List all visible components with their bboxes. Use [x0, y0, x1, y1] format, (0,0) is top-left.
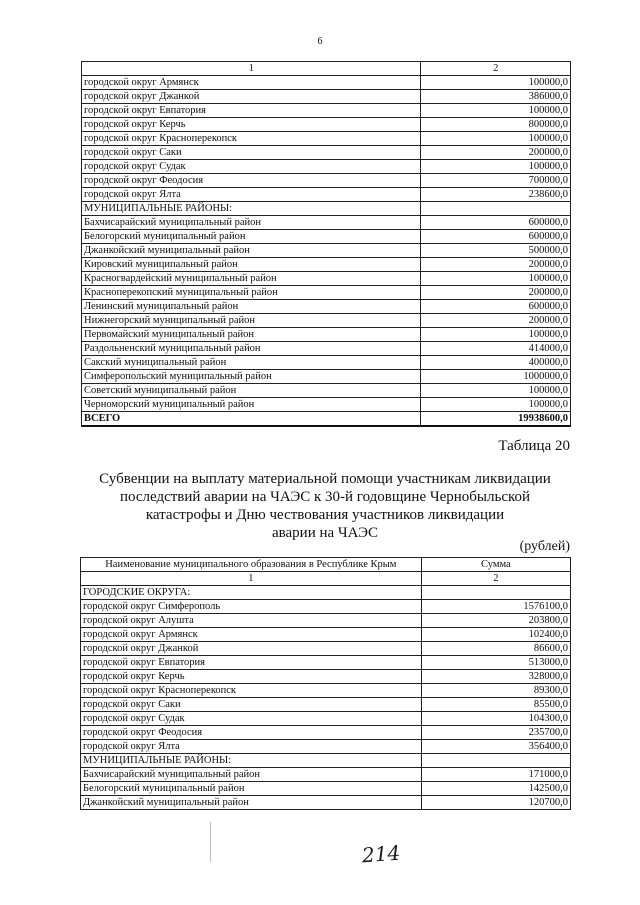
municipality-name-cell: городской округ Алушта [81, 614, 422, 628]
amount-cell: 500000,0 [421, 244, 571, 258]
table-row [82, 370, 571, 384]
table-row [82, 258, 571, 272]
amount-cell: 100000,0 [421, 398, 571, 412]
table-row [82, 300, 571, 314]
amount-cell: 1000000,0 [421, 370, 571, 384]
amount-cell: 600000,0 [421, 230, 571, 244]
table-row [82, 356, 571, 370]
column-number-row [82, 62, 571, 76]
table-row [82, 398, 571, 412]
municipality-name-cell: Красноперекопский муниципальный район [82, 286, 421, 300]
municipality-name-cell: городской округ Армянск [82, 76, 421, 90]
amount-cell: 386000,0 [421, 90, 571, 104]
amount-cell: 142500,0 [421, 782, 570, 796]
amount-cell: 200000,0 [421, 258, 571, 272]
municipality-name-cell: Черноморский муниципальный район [82, 398, 421, 412]
municipality-name-cell: Советский муниципальный район [82, 384, 421, 398]
table-row [81, 726, 571, 740]
table-row [82, 202, 571, 216]
amount-cell: 100000,0 [421, 328, 571, 342]
amount-cell: 356400,0 [421, 740, 570, 754]
table-row [81, 642, 571, 656]
municipality-name-cell: МУНИЦИПАЛЬНЫЕ РАЙОНЫ: [82, 202, 421, 216]
amount-cell: 800000,0 [421, 118, 571, 132]
municipality-name-cell: Белогорский муниципальный район [81, 782, 422, 796]
municipality-name-cell: Бахчисарайский муниципальный район [81, 768, 422, 782]
table-row [82, 384, 571, 398]
subvention-table [80, 557, 571, 810]
table-row [81, 586, 571, 600]
table-row [81, 712, 571, 726]
table-row [82, 160, 571, 174]
table-row [82, 132, 571, 146]
column-number-2: 2 [421, 572, 570, 586]
handwritten-page-mark: 214 [361, 840, 401, 868]
table-row [82, 146, 571, 160]
table-row [82, 314, 571, 328]
table-row [82, 76, 571, 90]
units-label: (рублей) [519, 539, 570, 554]
table-row [81, 628, 571, 642]
municipality-name-cell: Ленинский муниципальный район [82, 300, 421, 314]
table-title-line: катастрофы и Дню чествования участников ликвидации [145, 507, 505, 523]
column-number-1: 1 [81, 572, 422, 586]
table-row [82, 286, 571, 300]
amount-cell: 86600,0 [421, 642, 570, 656]
total-label: ВСЕГО [82, 412, 421, 427]
amount-cell: 85500,0 [421, 698, 570, 712]
amount-cell: 400000,0 [421, 356, 571, 370]
municipality-name-cell: Раздольненский муниципальный район [82, 342, 421, 356]
amount-cell: 100000,0 [421, 160, 571, 174]
amount-cell: 600000,0 [421, 216, 571, 230]
table-row [81, 796, 571, 810]
municipality-name-cell: городской округ Саки [82, 146, 421, 160]
table-row [82, 328, 571, 342]
municipality-name-cell: городской округ Евпатория [81, 656, 422, 670]
amount-cell [421, 754, 570, 768]
municipality-name-cell: Первомайский муниципальный район [82, 328, 421, 342]
municipality-name-cell: городской округ Симферополь [81, 600, 422, 614]
table-row [82, 216, 571, 230]
municipality-name-cell: городской округ Феодосия [81, 726, 422, 740]
municipality-name-cell: Бахчисарайский муниципальный район [82, 216, 421, 230]
municipality-name-cell: городской округ Судак [81, 712, 422, 726]
municipality-name-cell: ГОРОДСКИЕ ОКРУГА: [81, 586, 422, 600]
total-amount: 19938600,0 [421, 412, 571, 427]
municipality-name-cell: городской округ Джанкой [81, 642, 422, 656]
table-row [82, 104, 571, 118]
municipality-name-cell: Кировский муниципальный район [82, 258, 421, 272]
amount-cell: 171000,0 [421, 768, 570, 782]
municipality-name-cell: городской округ Саки [81, 698, 422, 712]
amount-cell: 100000,0 [421, 76, 571, 90]
municipality-name-cell: городской округ Керчь [81, 670, 422, 684]
table-row [81, 782, 571, 796]
table-row [81, 670, 571, 684]
total-row [82, 412, 571, 427]
amount-cell: 1576100,0 [421, 600, 570, 614]
municipality-name-cell: Красногвардейский муниципальный район [82, 272, 421, 286]
amount-cell: 200000,0 [421, 314, 571, 328]
amount-cell [421, 586, 570, 600]
amount-cell: 700000,0 [421, 174, 571, 188]
table-row [82, 342, 571, 356]
column-number-2: 2 [421, 62, 571, 76]
amount-cell: 235700,0 [421, 726, 570, 740]
municipality-name-cell: Джанкойский муниципальный район [81, 796, 422, 810]
header-row [81, 558, 571, 572]
table-row [81, 768, 571, 782]
table-row [82, 188, 571, 202]
column-header-sum: Сумма [421, 558, 570, 572]
amount-cell: 100000,0 [421, 132, 571, 146]
municipality-name-cell: городской округ Красноперекопск [82, 132, 421, 146]
table-row [82, 230, 571, 244]
amount-cell: 328000,0 [421, 670, 570, 684]
municipality-name-cell: городской округ Евпатория [82, 104, 421, 118]
allocation-table-continued [81, 61, 571, 427]
municipality-name-cell: городской округ Ялта [81, 740, 422, 754]
scan-artifact-line [210, 822, 211, 862]
municipality-name-cell: городской округ Судак [82, 160, 421, 174]
municipality-name-cell: городской округ Джанкой [82, 90, 421, 104]
amount-cell: 102400,0 [421, 628, 570, 642]
table-row [82, 272, 571, 286]
table-title-line: Субвенции на выплату материальной помощи участникам ликвидации [99, 471, 551, 487]
amount-cell: 104300,0 [421, 712, 570, 726]
amount-cell: 414000,0 [421, 342, 571, 356]
column-number-row [81, 572, 571, 586]
table-row [81, 754, 571, 768]
table-label: Таблица 20 [498, 438, 570, 454]
amount-cell: 100000,0 [421, 384, 571, 398]
municipality-name-cell: городской округ Ялта [82, 188, 421, 202]
table-row [82, 244, 571, 258]
amount-cell: 200000,0 [421, 146, 571, 160]
table-row [81, 684, 571, 698]
amount-cell: 203800,0 [421, 614, 570, 628]
municipality-name-cell: Сакский муниципальный район [82, 356, 421, 370]
table-row [81, 614, 571, 628]
amount-cell: 100000,0 [421, 104, 571, 118]
amount-cell: 100000,0 [421, 272, 571, 286]
table-row [82, 118, 571, 132]
amount-cell: 238600,0 [421, 188, 571, 202]
amount-cell [421, 202, 571, 216]
table-row [81, 600, 571, 614]
table-title-line: аварии на ЧАЭС [271, 525, 379, 541]
municipality-name-cell: Симферопольский муниципальный район [82, 370, 421, 384]
table-row [81, 656, 571, 670]
table-row [81, 698, 571, 712]
amount-cell: 89300,0 [421, 684, 570, 698]
table-row [81, 740, 571, 754]
municipality-name-cell: МУНИЦИПАЛЬНЫЕ РАЙОНЫ: [81, 754, 422, 768]
amount-cell: 600000,0 [421, 300, 571, 314]
page-number: 6 [317, 36, 323, 47]
table-row [82, 90, 571, 104]
municipality-name-cell: городской округ Красноперекопск [81, 684, 422, 698]
table-title [90, 470, 560, 542]
municipality-name-cell: Джанкойский муниципальный район [82, 244, 421, 258]
column-number-1: 1 [82, 62, 421, 76]
municipality-name-cell: городской округ Феодосия [82, 174, 421, 188]
table-title-line: последствий аварии на ЧАЭС к 30-й годовщине Чернобыльской [119, 489, 531, 505]
table-row [82, 174, 571, 188]
column-header-name: Наименование муниципального образования в Республике Крым [81, 558, 422, 572]
amount-cell: 513000,0 [421, 656, 570, 670]
municipality-name-cell: Нижнегорский муниципальный район [82, 314, 421, 328]
municipality-name-cell: городской округ Керчь [82, 118, 421, 132]
amount-cell: 200000,0 [421, 286, 571, 300]
municipality-name-cell: Белогорский муниципальный район [82, 230, 421, 244]
amount-cell: 120700,0 [421, 796, 570, 810]
municipality-name-cell: городской округ Армянск [81, 628, 422, 642]
